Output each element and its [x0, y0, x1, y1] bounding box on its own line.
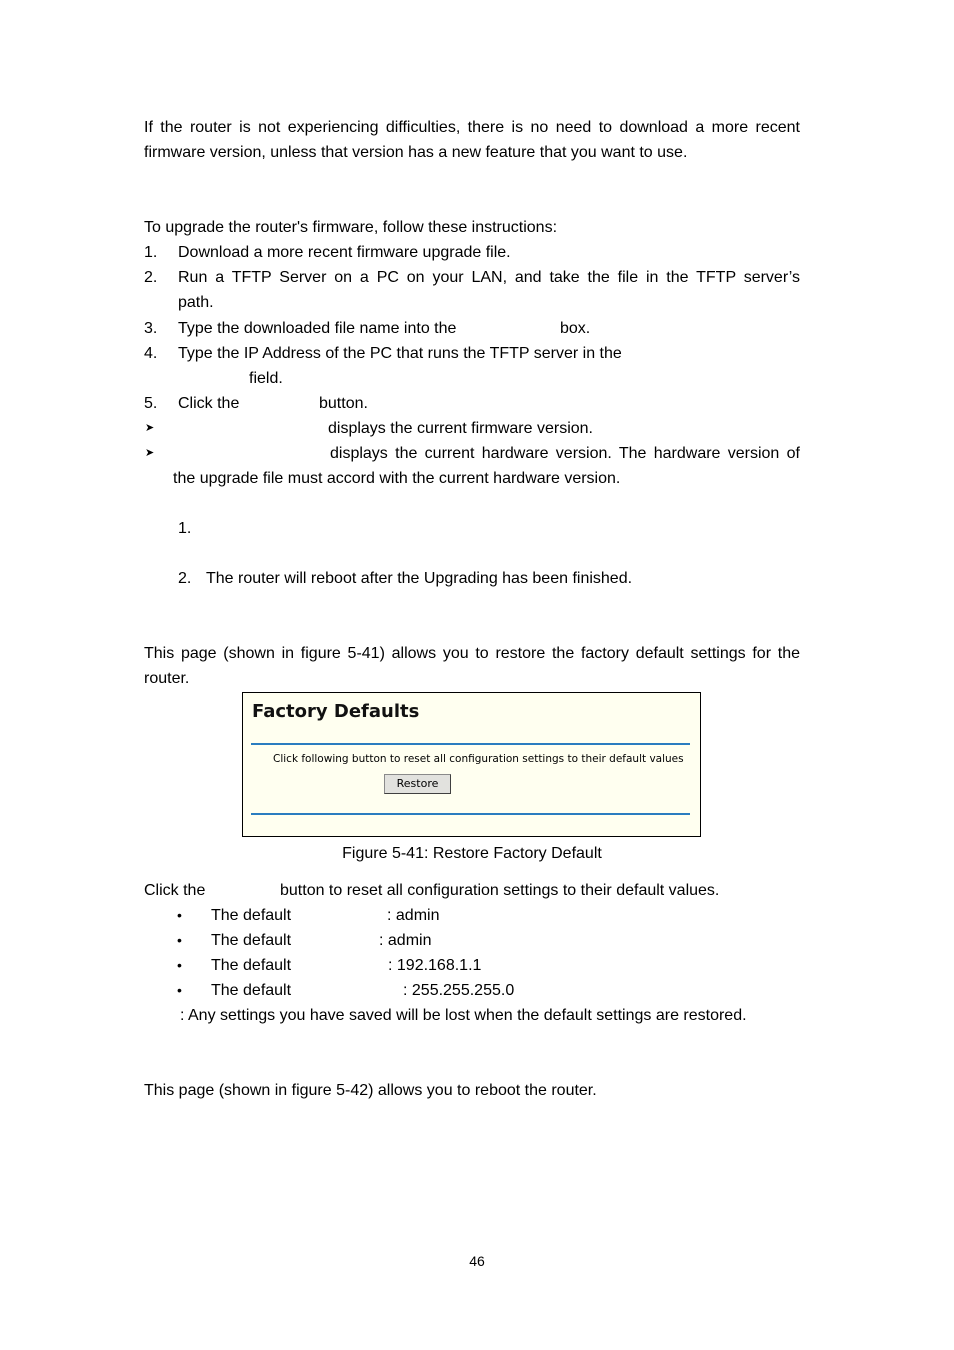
step-text: Type the downloaded file name into the	[178, 320, 457, 337]
click-restore-after: button to reset all configuration settings to their default values.	[280, 882, 720, 899]
arrow-item-text-cont: the upgrade file must accord with the current hardware version.	[173, 470, 621, 487]
default-value: : 192.168.1.1	[388, 957, 482, 974]
step-number: 1.	[144, 244, 158, 261]
default-prefix: The default	[211, 907, 292, 924]
firmware-note-line2: firmware version, unless that version has a new feature that you want to use.	[144, 144, 688, 161]
factory-intro-line2: router.	[144, 670, 190, 687]
settings-lost-note: : Any settings you have saved will be lost when the default settings are restored.	[180, 1007, 747, 1024]
default-value: : 255.255.255.0	[403, 982, 515, 999]
note-number: 2.	[178, 570, 192, 587]
step-text-cont: box.	[560, 320, 591, 337]
factory-defaults-panel	[242, 692, 701, 837]
panel-divider-bottom	[251, 813, 690, 815]
panel-description: Click following button to reset all configuration settings to their default values	[273, 753, 684, 765]
arrow-item-text: displays the current firmware version.	[328, 420, 593, 437]
panel-divider-top	[251, 743, 690, 745]
step-text: Download a more recent firmware upgrade file.	[178, 244, 511, 261]
step-number: 5.	[144, 395, 158, 412]
page-number: 46	[469, 1253, 485, 1269]
click-restore-before: Click the	[144, 882, 206, 899]
step-number: 4.	[144, 345, 158, 362]
figure-caption: Figure 5-41: Restore Factory Default	[342, 845, 602, 862]
bullet-icon: •	[177, 957, 182, 973]
restore-button[interactable]: Restore	[384, 774, 451, 794]
panel-title: Factory Defaults	[252, 701, 420, 722]
arrow-bullet-icon: ➤	[145, 422, 155, 434]
note-text: The router will reboot after the Upgrading has been finished.	[206, 570, 633, 587]
default-prefix: The default	[211, 957, 292, 974]
default-value: : admin	[379, 932, 432, 949]
note-number: 1.	[178, 520, 192, 537]
firmware-note-line1: If the router is not experiencing difficulties, there is no need to download a more recent	[144, 119, 800, 136]
step-text: Click the	[178, 395, 240, 412]
upgrade-intro: To upgrade the router's firmware, follow these instructions:	[144, 219, 558, 236]
step-number: 2.	[144, 269, 158, 286]
default-value: : admin	[387, 907, 440, 924]
default-prefix: The default	[211, 982, 292, 999]
arrow-item-text: displays the current hardware version. The hardware version of	[330, 445, 800, 462]
factory-intro-line1: This page (shown in figure 5-41) allows you to restore the factory default settings for the	[144, 645, 800, 662]
step-text: Type the IP Address of the PC that runs the TFTP server in the	[178, 345, 622, 362]
bullet-icon: •	[177, 907, 182, 923]
bullet-icon: •	[177, 932, 182, 948]
bullet-icon: •	[177, 982, 182, 998]
reboot-intro: This page (shown in figure 5-42) allows you to reboot the router.	[144, 1082, 597, 1099]
arrow-bullet-icon: ➤	[145, 447, 155, 459]
step-text-cont: field.	[249, 370, 283, 387]
step-text-cont: button.	[319, 395, 368, 412]
step-number: 3.	[144, 320, 158, 337]
default-prefix: The default	[211, 932, 292, 949]
step-text: Run a TFTP Server on a PC on your LAN, and take the file in the TFTP server’s	[178, 269, 800, 286]
step-text-cont: path.	[178, 294, 214, 311]
